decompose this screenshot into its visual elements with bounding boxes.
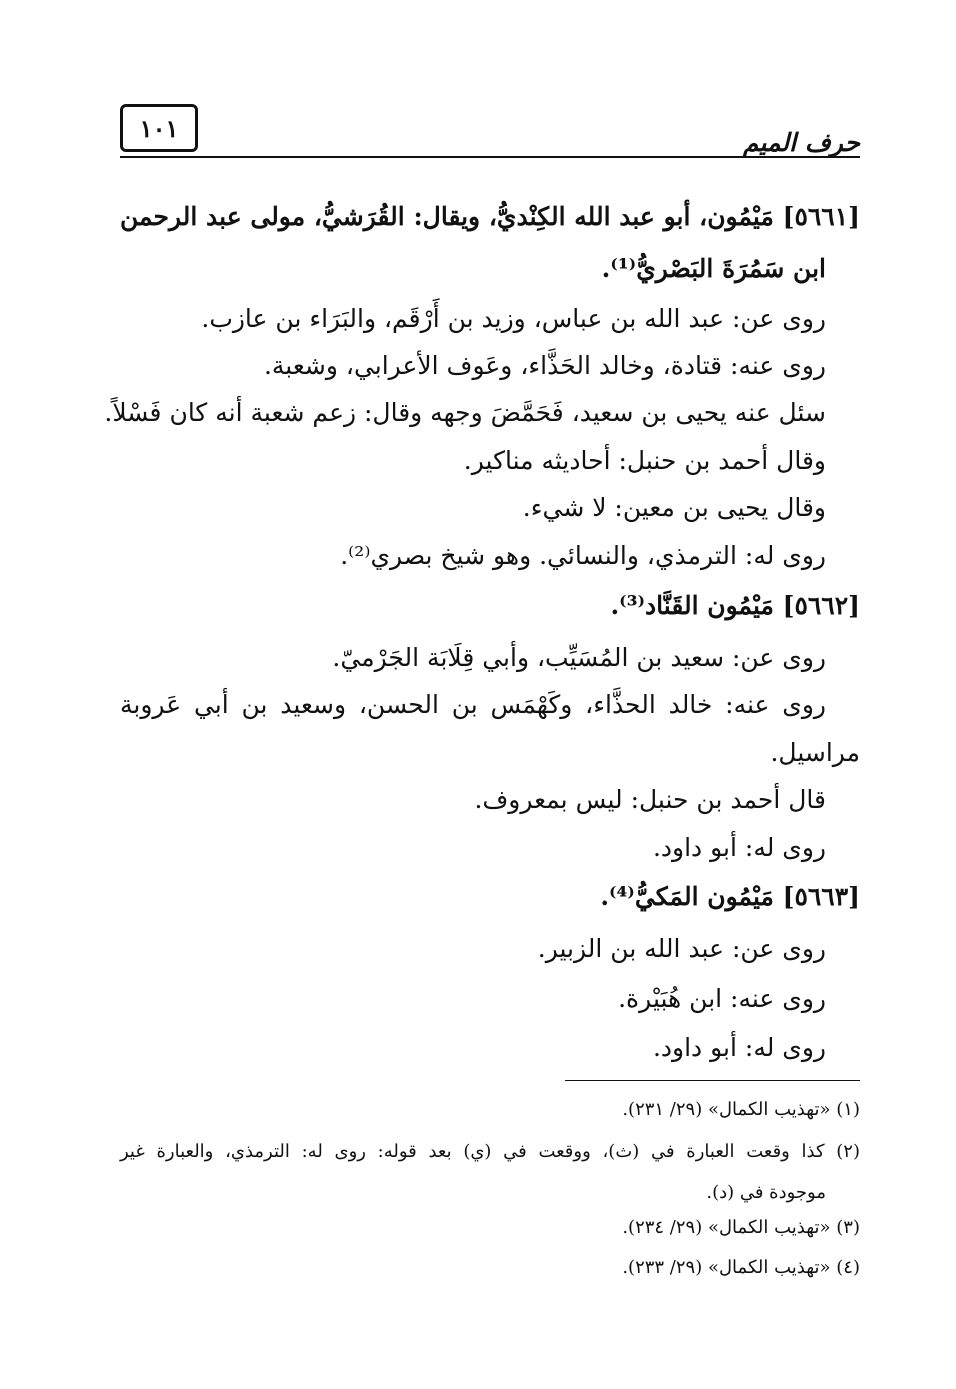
entry-5663-heading: [٥٦٦٣] مَيْمُون المَكيُّ⁽⁴⁾. [600, 882, 860, 911]
entry-5662-narrated-by: روى له: أبو داود. [652, 833, 826, 862]
footnote-2-line-2: موجودة في (د). [706, 1182, 826, 1203]
entry-5661-heading-line-2: ابن سَمُرَةَ البَصْريُّ⁽¹⁾. [601, 254, 826, 283]
entry-5661-heading-line-1: [٥٦٦١] مَيْمُون، أبو عبد الله الكِنْديُّ، ويقال: القُرَشيُّ، مولى عبد الرحمن [120, 202, 860, 231]
entry-5661-ahmad-comment: وقال أحمد بن حنبل: أحاديثه مناكير. [463, 446, 826, 475]
page-number: ١٠١ [139, 113, 179, 143]
entry-5663-narrated-by: روى له: أبو داود. [652, 1033, 826, 1062]
entry-5661-narrated-from: روى عن: عبد الله بن عباس، وزيد بن أَرْقَم، والبَرَاء بن عازب. [201, 304, 826, 333]
entry-5662-ahmad-comment: قال أحمد بن حنبل: ليس بمعروف. [474, 785, 826, 814]
footnote-3: (٣) «تهذيب الكمال» (٢٩/ ٢٣٤). [622, 1217, 860, 1238]
entry-5661-ibn-maeen-comment: وقال يحيى بن معين: لا شيء. [522, 493, 826, 522]
entry-5661-yahya-comment: سئل عنه يحيى بن سعيد، فَحَمَّضَ وجهه وقال: زعم شعبة أنه كان فَسْلاً. [104, 398, 826, 427]
entry-5662-narrators: روى عنه: خالد الحذَّاء، وكَهْمَس بن الحسن، وسعيد بن أبي عَروبة [120, 690, 826, 719]
running-head: حرف الميم [742, 128, 860, 157]
entry-5663-narrators: روى عنه: ابن هُبَيْرة. [618, 984, 826, 1013]
entry-5662-heading: [٥٦٦٢] مَيْمُون القَنَّاد⁽³⁾. [610, 591, 860, 620]
entry-5661-narrators: روى عنه: قتادة، وخالد الحَذَّاء، وعَوف الأعرابي، وشعبة. [263, 351, 826, 380]
entry-5661-narrated-by: روى له: الترمذي، والنسائي. وهو شيخ بصري⁽²⁾. [340, 541, 826, 570]
header-rule [120, 156, 860, 158]
page-number-box [120, 104, 198, 152]
entry-5662-narrators-continued: مراسيل. [770, 738, 860, 767]
entry-5662-narrated-from: روى عن: سعيد بن المُسَيِّب، وأبي قِلَابَة الجَرْميّ. [332, 643, 826, 672]
footnote-1: (١) «تهذيب الكمال» (٢٩/ ٢٣١). [622, 1099, 860, 1120]
footnote-rule [565, 1080, 860, 1081]
footnote-2-line-1: (٢) كذا وقعت العبارة في (ث)، ووقعت في (ي) بعد قوله: روى له: الترمذي، والعبارة غير [120, 1141, 860, 1162]
footnote-4: (٤) «تهذيب الكمال» (٢٩/ ٢٣٣). [622, 1257, 860, 1278]
entry-5663-narrated-from: روى عن: عبد الله بن الزبير. [537, 934, 826, 963]
